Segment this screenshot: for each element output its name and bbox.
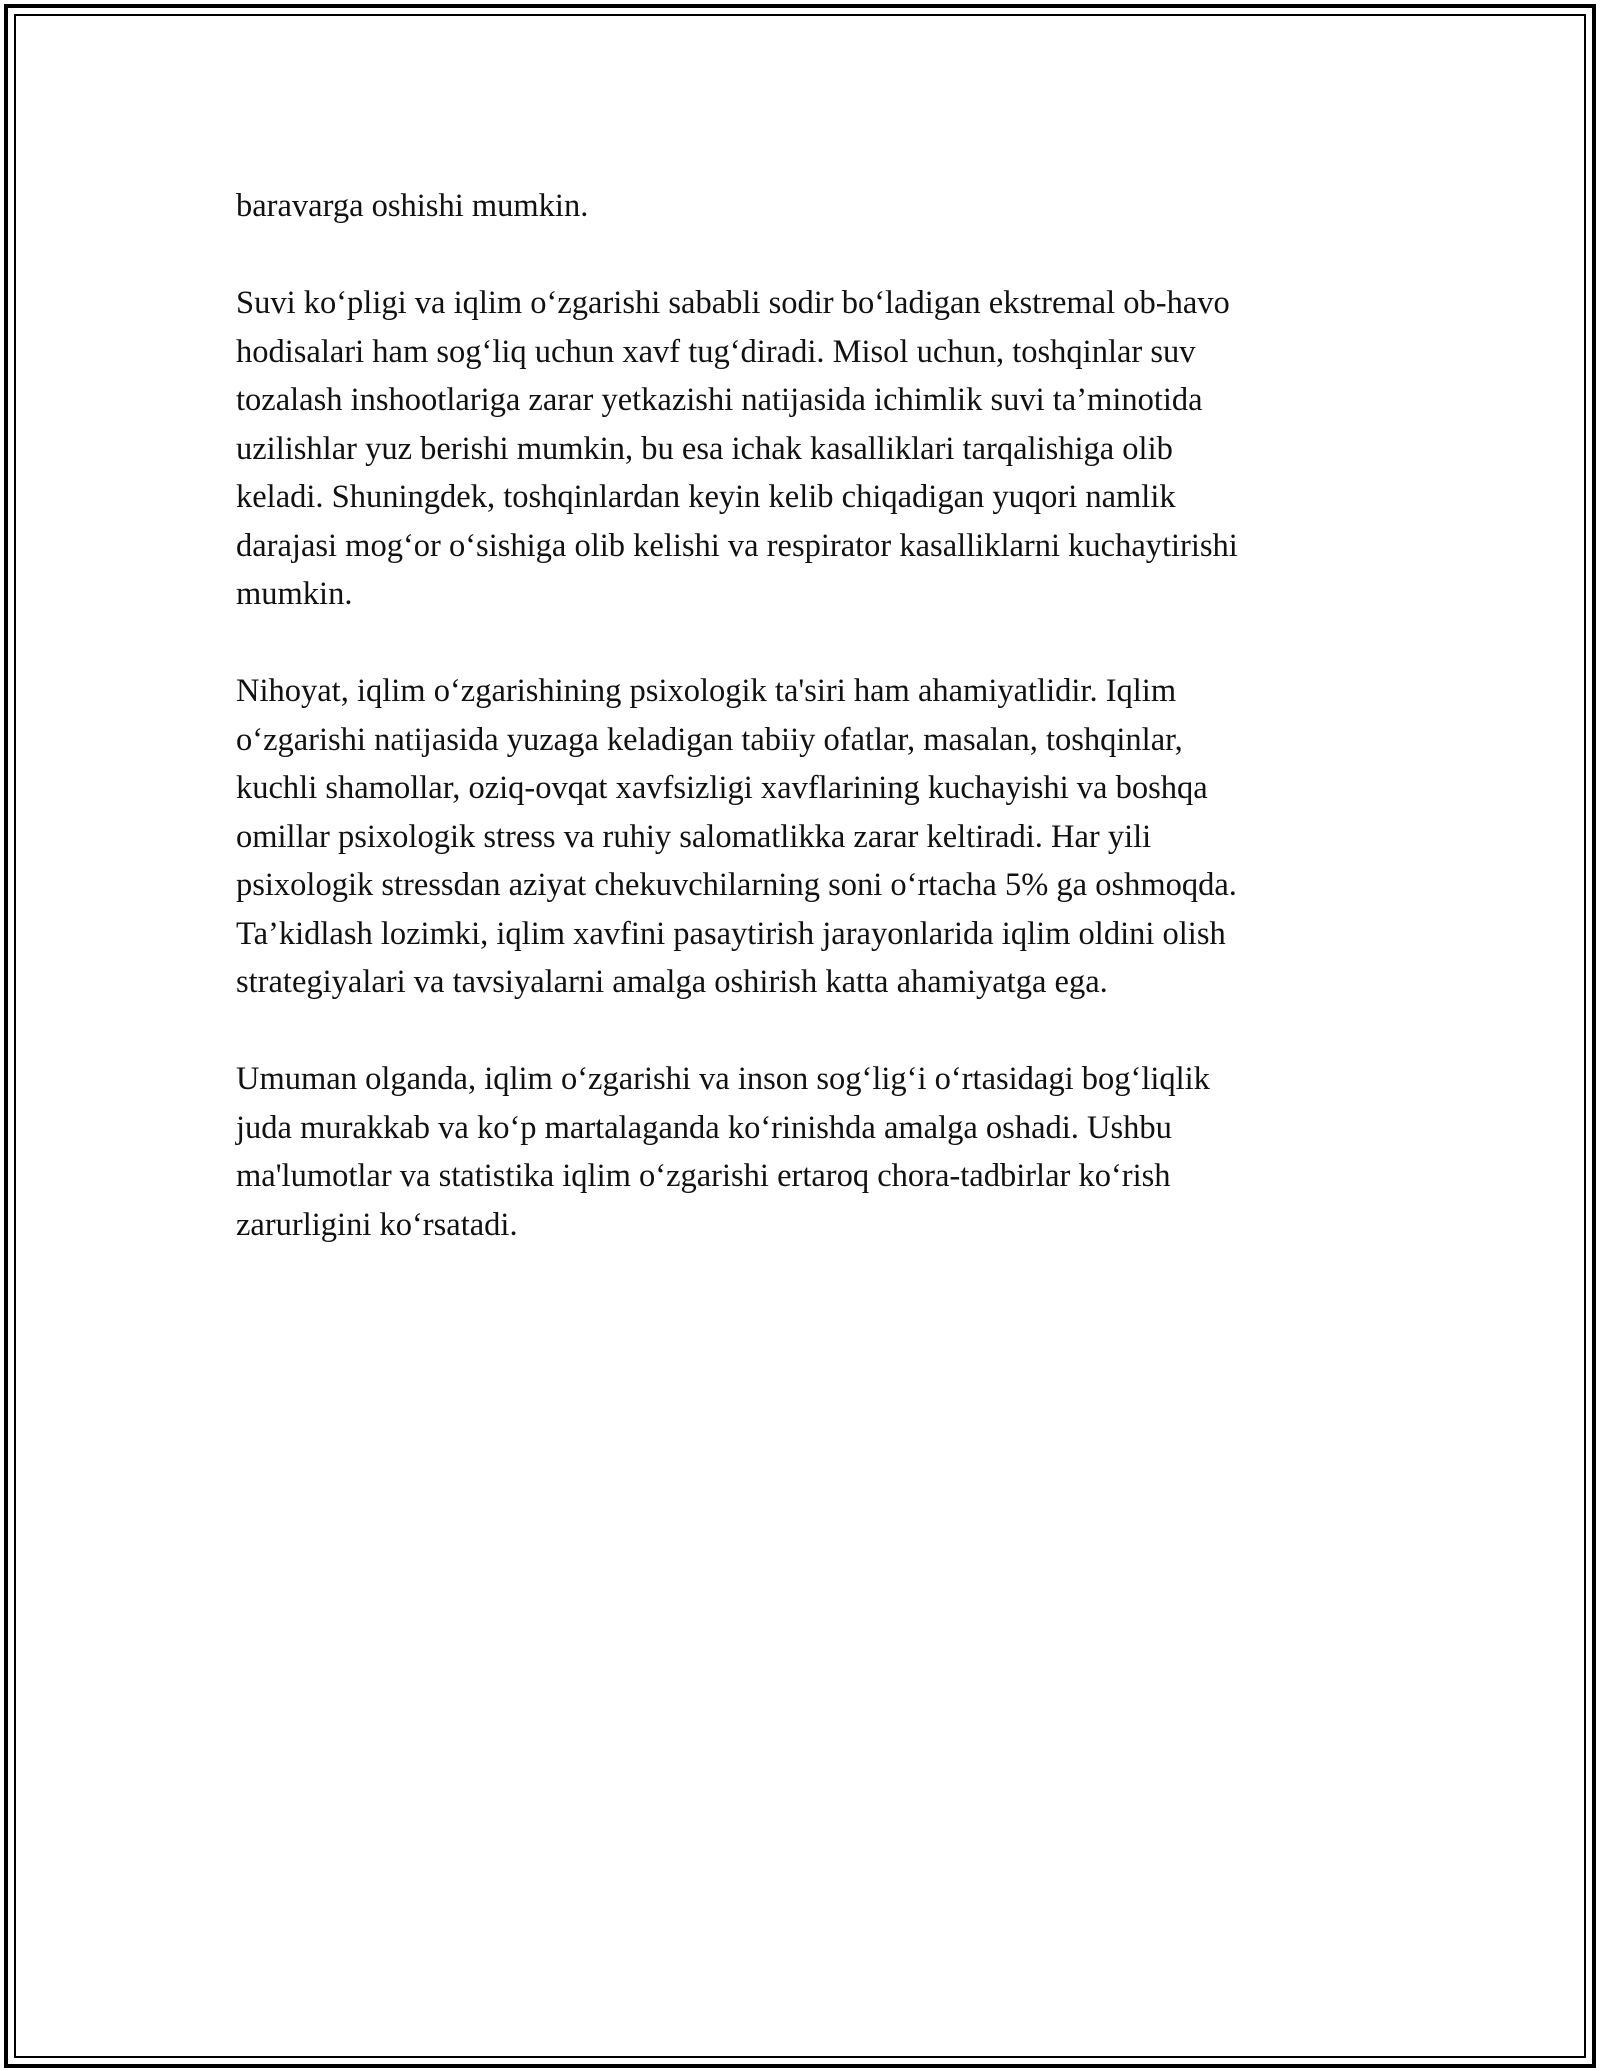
text-line: psixologik stressdan aziyat chekuvchilarning soni oʻrtacha 5% ga oshmoqda. xyxy=(236,867,1237,903)
text-line: baravarga oshishi mumkin. xyxy=(236,188,589,224)
text-line: zarurligini koʻrsatadi. xyxy=(236,1206,518,1243)
text-line: ma'lumotlar va statistika iqlim oʻzgarishi ertaroq chora-tadbirlar koʻrish xyxy=(236,1158,1171,1194)
paragraph-2 xyxy=(236,279,1376,619)
text-line: darajasi mogʻor oʻsishiga olib kelishi va respirator kasalliklarni kuchaytirishi xyxy=(236,527,1238,564)
document-body xyxy=(236,182,1376,1298)
paragraph-4 xyxy=(236,1055,1376,1249)
text-line: strategiyalari va tavsiyalarni amalga oshirish katta ahamiyatga ega. xyxy=(236,964,1108,1000)
text-line: Umuman olganda, iqlim oʻzgarishi va inson sogʻligʻi oʻrtasidagi bogʻliqlik xyxy=(236,1061,1210,1097)
text-line: juda murakkab va koʻp martalaganda koʻrinishda amalga oshadi. Ushbu xyxy=(236,1109,1172,1146)
text-line: Suvi koʻpligi va iqlim oʻzgarishi sababli sodir boʻladigan ekstremal ob-havo xyxy=(236,285,1230,321)
text-line: hodisalari ham sogʻliq uchun xavf tugʻdiradi. Misol uchun, toshqinlar suv xyxy=(236,333,1196,370)
text-line: oʻzgarishi natijasida yuzaga keladigan tabiiy ofatlar, masalan, toshqinlar, xyxy=(236,721,1183,758)
text-line: omillar psixologik stress va ruhiy salomatlikka zarar keltiradi. Har yili xyxy=(236,818,1152,855)
text-line: kuchli shamollar, oziq-ovqat xavfsizligi xavflarining kuchayishi va boshqa xyxy=(236,770,1208,806)
text-line: Ta’kidlash lozimki, iqlim xavfini pasaytirish jarayonlarida iqlim oldini olish xyxy=(236,915,1226,952)
text-line: mumkin. xyxy=(236,576,353,612)
paragraph-3 xyxy=(236,667,1376,1007)
text-line: Nihoyat, iqlim oʻzgarishining psixologik ta'siri ham ahamiyatlidir. Iqlim xyxy=(236,673,1177,709)
text-line: tozalash inshootlariga zarar yetkazishi natijasida ichimlik suvi ta’minotida xyxy=(236,382,1203,418)
text-line: keladi. Shuningdek, toshqinlardan keyin kelib chiqadigan yuqori namlik xyxy=(236,479,1176,515)
text-line: uzilishlar yuz berishi mumkin, bu esa ichak kasalliklari tarqalishiga olib xyxy=(236,430,1173,467)
paragraph-1 xyxy=(236,182,1376,231)
